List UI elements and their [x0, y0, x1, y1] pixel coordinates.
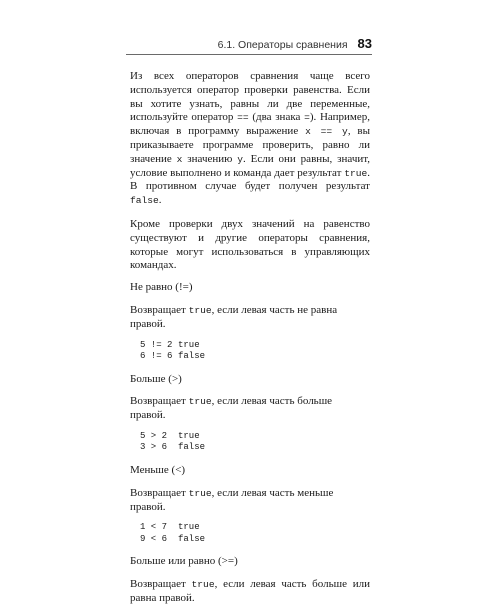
inline-code: true [188, 396, 212, 408]
code-line [140, 431, 370, 443]
intro-text: ). Например, включая в программу выражение [130, 111, 370, 138]
intro-text: , вы приказываете программе проверить, равно ли значение [130, 125, 370, 165]
code-expression: 3 > 6 [140, 442, 168, 453]
desc-text: Возвращает [130, 578, 192, 591]
code-expression: 5 > 2 [140, 430, 168, 441]
intro-text: . [158, 194, 162, 207]
inline-code: = [304, 112, 310, 124]
code-expression: 1 < 7 [140, 522, 168, 533]
operator-heading [130, 373, 370, 387]
intro-text: (два знака [248, 111, 305, 124]
desc-text: Возвращает [130, 486, 189, 499]
inline-code: true [188, 304, 212, 316]
desc-text: , если левая часть больше правой. [130, 395, 333, 422]
operator-description [130, 578, 370, 606]
intro-text: . Если они равны, значит, условие выполнено и команда дает результат [130, 152, 370, 179]
running-header [126, 36, 372, 52]
code-line [140, 522, 370, 534]
page-number: 83 [357, 36, 372, 51]
operator-title: Больше [130, 372, 166, 385]
desc-text: , если левая часть больше или равна правой. [130, 578, 370, 604]
code-result: false [178, 533, 206, 544]
page-body [130, 70, 370, 614]
code-line [140, 442, 370, 454]
desc-text: Возвращает [130, 303, 189, 316]
code-result: false [178, 442, 206, 453]
operator-symbol: (>=) [218, 555, 238, 568]
operator-symbol: (>) [168, 372, 182, 385]
desc-text: , если левая часть меньше правой. [130, 486, 334, 513]
code-expression: 6 != 6 [140, 351, 173, 362]
code-result: true [178, 339, 200, 350]
code-result: false [178, 351, 206, 362]
inline-code: x [176, 153, 183, 165]
inline-code: false [130, 195, 159, 207]
code-example [140, 340, 370, 363]
operator-title: Меньше [130, 463, 169, 476]
code-result: true [178, 522, 200, 533]
inline-code: x == y [305, 126, 348, 138]
intro-text: значению [182, 152, 238, 165]
desc-text: Возвращает [130, 395, 189, 408]
operator-title: Больше или равно [130, 555, 216, 568]
operator-description [130, 304, 370, 332]
header-rule [126, 54, 372, 55]
code-expression: 5 != 2 [140, 339, 173, 350]
code-example [140, 431, 370, 454]
intro-paragraph [130, 70, 370, 208]
intro-text: . В противном случае будет получен результат [130, 166, 370, 193]
inline-code: == [237, 112, 249, 124]
code-line [140, 340, 370, 352]
inline-code: true [188, 487, 212, 499]
code-line [140, 534, 370, 546]
code-expression: 9 < 6 [140, 533, 168, 544]
section-title: 6.1. Операторы сравнения [217, 39, 348, 51]
operator-heading [130, 555, 370, 569]
operator-heading [130, 464, 370, 478]
intro-text: Из всех операторов сравнения чаще всего используется оператор проверки равенства. Если вы хотите узнать, равны ли две переменные, используйте оператор [130, 70, 370, 124]
operator-heading [130, 281, 370, 295]
desc-text: , если левая часть не равна правой. [130, 303, 338, 330]
inline-code: true [344, 167, 368, 179]
code-line [140, 351, 370, 363]
inline-code: y [237, 153, 244, 165]
operator-symbol: (!=) [175, 281, 193, 294]
operator-description [130, 487, 370, 515]
operator-symbol: (<) [171, 463, 186, 476]
inline-code: true [191, 579, 215, 591]
second-paragraph: Кроме проверки двух значений на равенство существуют и другие операторы сравнения, которые могут использоваться в управляющих командах. [130, 217, 370, 272]
code-example [140, 522, 370, 545]
operator-title: Не равно [130, 281, 173, 294]
operator-description [130, 395, 370, 423]
code-result: true [178, 430, 200, 441]
